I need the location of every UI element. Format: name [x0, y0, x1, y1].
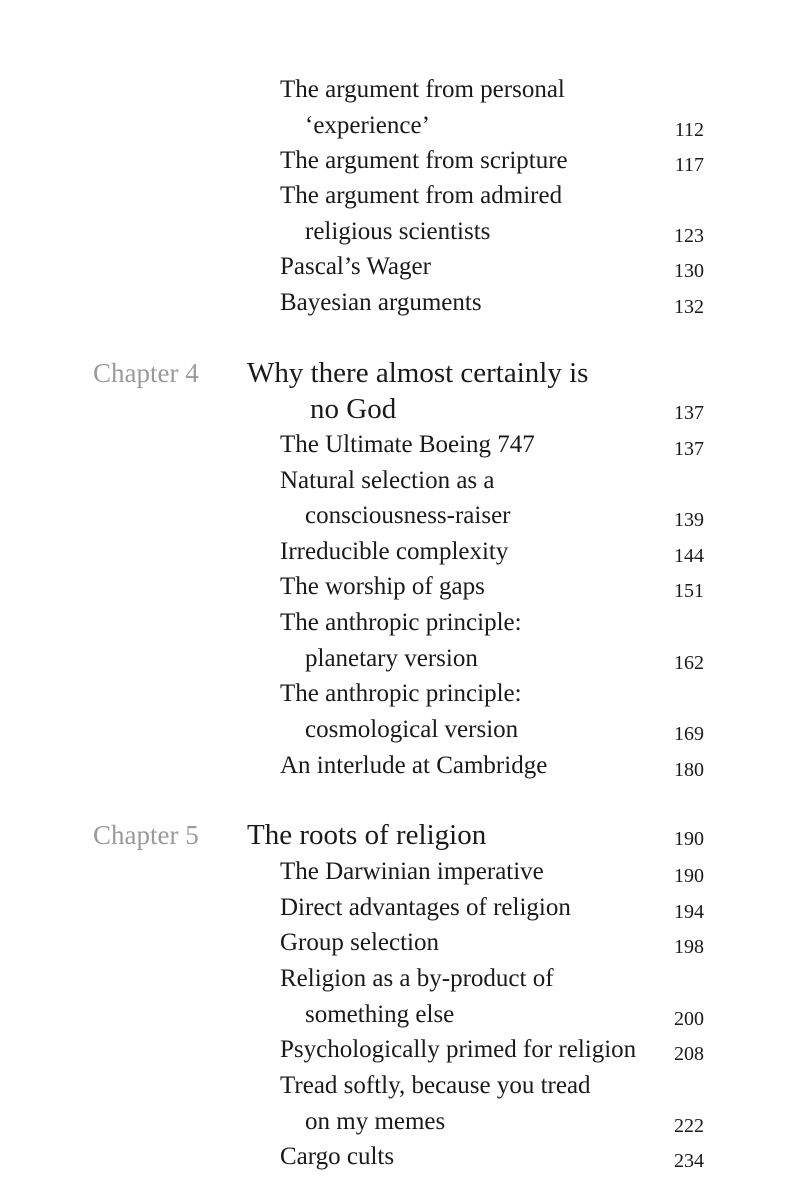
- page-number: 144: [674, 545, 704, 567]
- toc-entry-text: Irreducible complexity: [280, 538, 509, 565]
- page-number: 208: [674, 1043, 704, 1065]
- toc-entry-text: Natural selection as a: [280, 467, 495, 494]
- toc-entry-text: Tread softly, because you tread: [280, 1072, 591, 1099]
- page-number: 162: [674, 652, 704, 674]
- toc-entry-irreducible: [0, 534, 800, 570]
- toc-entry-worship-gaps: [0, 569, 800, 605]
- toc-entry-text: Direct advantages of religion: [280, 894, 571, 921]
- toc-entry-text: Bayesian arguments: [280, 289, 482, 316]
- page-number: 194: [674, 901, 704, 923]
- page-number: 190: [674, 865, 704, 887]
- chapter-title: The roots of religion: [247, 819, 487, 851]
- toc-entry-cambridge: [0, 748, 800, 784]
- toc-entry-text: Pascal’s Wager: [280, 253, 431, 280]
- toc-entry-text: something else: [305, 1001, 455, 1028]
- toc-entry-psychologically-primed: [0, 1032, 800, 1068]
- toc-entry-bayesian: [0, 285, 800, 321]
- chapter-4-heading: [0, 355, 800, 391]
- toc-entry-text: on my memes: [305, 1108, 446, 1135]
- toc-entry-text: The anthropic principle:: [280, 609, 522, 636]
- toc-entry-by-product: [0, 961, 800, 997]
- page-number: 132: [674, 296, 704, 318]
- toc-entry-text: religious scientists: [305, 218, 491, 245]
- toc-entry-text: planetary version: [305, 645, 478, 672]
- toc-entry-natural-selection-cont: [0, 498, 800, 534]
- page-number: 139: [674, 509, 704, 531]
- toc-entry-text: The argument from scripture: [280, 147, 568, 174]
- toc-entry-scripture: [0, 143, 800, 179]
- toc-entry-tread-softly: [0, 1068, 800, 1104]
- toc-entry-text: ‘experience’: [305, 112, 430, 139]
- page-number: 151: [674, 580, 704, 602]
- chapter-number: Chapter 4: [93, 358, 199, 388]
- toc-entry-anthropic-cosmological-cont: [0, 712, 800, 748]
- toc-entry-direct-advantages: [0, 890, 800, 926]
- chapter-title: Why there almost certainly is: [247, 357, 589, 389]
- page-number: 137: [674, 438, 704, 460]
- toc-entry-boeing: [0, 427, 800, 463]
- page-number: 198: [674, 936, 704, 958]
- toc-entry-text: consciousness-raiser: [305, 502, 511, 529]
- toc-entry-text: The argument from admired: [280, 182, 563, 209]
- page-number: 222: [674, 1115, 704, 1137]
- page-number: 234: [674, 1150, 704, 1172]
- toc-entry-text: The worship of gaps: [280, 573, 485, 600]
- toc-entry-by-product-cont: [0, 997, 800, 1033]
- toc-entry-group-selection: [0, 925, 800, 961]
- toc-entry-text: An interlude at Cambridge: [280, 752, 548, 779]
- page-number: 169: [674, 723, 704, 745]
- toc-entry-text: Psychologically primed for religion: [280, 1036, 637, 1063]
- toc-entry-personal-experience-cont: [0, 108, 800, 144]
- toc-entry-text: cosmological version: [305, 716, 519, 743]
- toc-entry-darwinian: [0, 854, 800, 890]
- page-number: 137: [674, 402, 704, 424]
- toc-entry-text: Cargo cults: [280, 1143, 395, 1170]
- page-number: 117: [674, 154, 704, 176]
- chapter-4-heading-cont: [0, 391, 800, 427]
- chapter-5-heading: [0, 817, 800, 853]
- page-number: 123: [674, 225, 704, 247]
- toc-entry-anthropic-planetary: [0, 605, 800, 641]
- toc-entry-admired-scientists-cont: [0, 214, 800, 250]
- chapter-title: no God: [310, 393, 397, 425]
- page-number: 130: [674, 260, 704, 282]
- toc-entry-natural-selection: [0, 463, 800, 499]
- toc-entry-anthropic-planetary-cont: [0, 641, 800, 677]
- toc-entry-text: Group selection: [280, 929, 439, 956]
- toc-entry-text: The anthropic principle:: [280, 680, 522, 707]
- page-number: 112: [674, 119, 704, 141]
- toc-entry-personal-experience: [0, 72, 800, 108]
- toc-entry-tread-softly-cont: [0, 1104, 800, 1140]
- chapter-number: Chapter 5: [93, 820, 199, 850]
- page-number: 190: [674, 828, 704, 850]
- toc-entry-anthropic-cosmological: [0, 676, 800, 712]
- toc-entry-text: Religion as a by-product of: [280, 965, 554, 992]
- toc-entry-text: The Darwinian imperative: [280, 858, 544, 885]
- toc-entry-cargo-cults: [0, 1139, 800, 1175]
- page-number: 200: [674, 1008, 704, 1030]
- toc-entry-pascals-wager: [0, 249, 800, 285]
- toc-entry-text: The argument from personal: [280, 76, 565, 103]
- toc-entry-admired-scientists: [0, 178, 800, 214]
- page-number: 180: [674, 759, 704, 781]
- toc-entry-text: The Ultimate Boeing 747: [280, 431, 535, 458]
